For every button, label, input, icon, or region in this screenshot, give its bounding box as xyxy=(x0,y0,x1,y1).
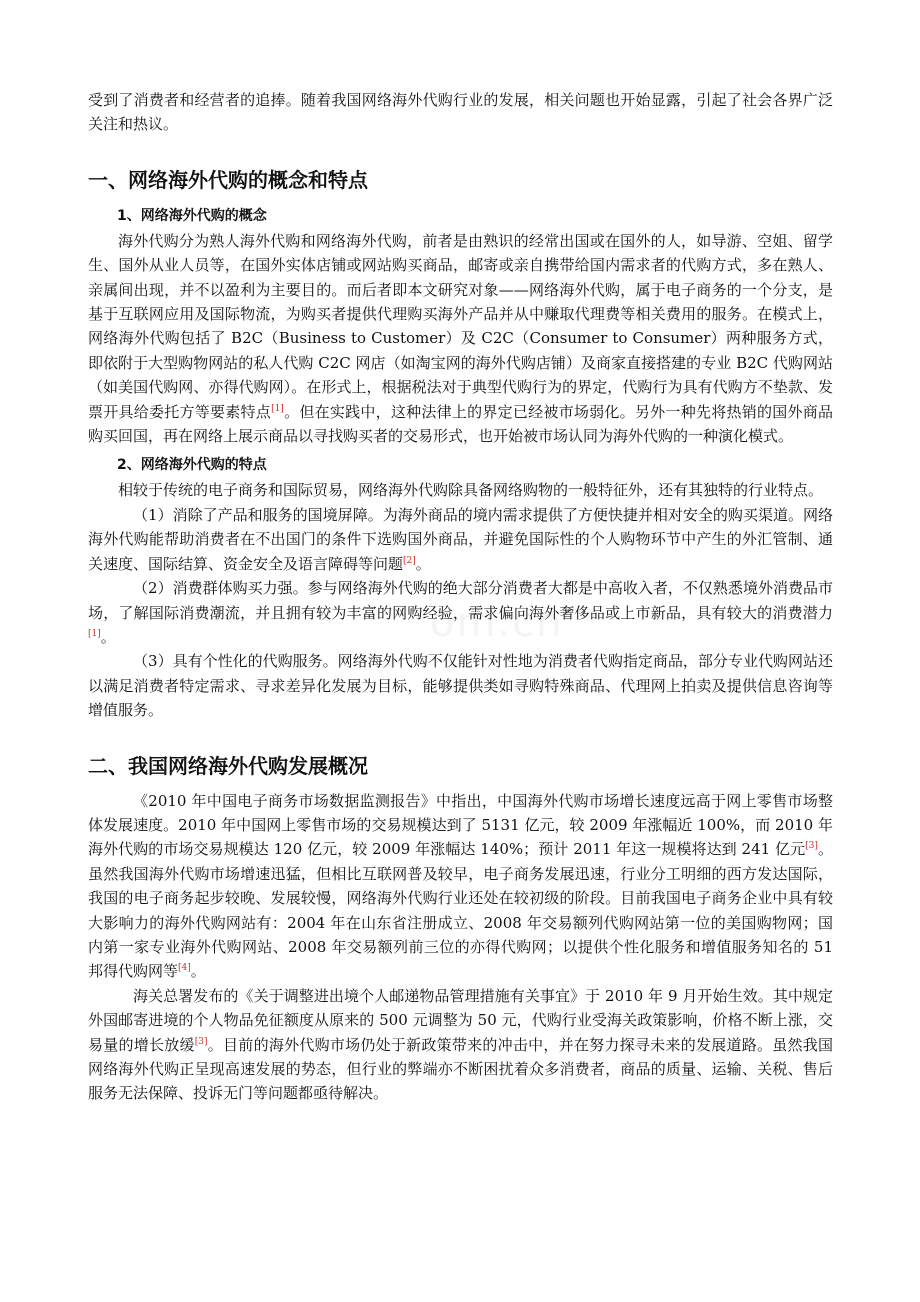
feature-2-text-a: （2）消费群体购买力强。参与网络海外代购的绝大部分消费者大都是中高收入者，不仅熟悉境外消费品市场，了解国际消费潮流，并且拥有较为丰富的网购经验，需求偏向海外奢侈品或上市新品，具有较大的消费潜力 xyxy=(88,579,833,622)
development-1-text-c: 。 xyxy=(190,962,206,981)
citation-link[interactable]: [3] xyxy=(194,1036,208,1047)
citation-link[interactable]: [3] xyxy=(805,841,818,852)
section-1-heading: 一、网络海外代购的概念和特点 xyxy=(88,167,368,192)
feature-1-text-a: （1）消除了产品和服务的国境屏障。为海外商品的境内需求提供了方便快捷并相对安全的购买渠道。网络海外代购能帮助消费者在不出国门的条件下选购国外商品，并避免国际性的个人购物环节中产生的外汇管制、通关速度、国际结算、资金安全及语言障碍等问题 xyxy=(88,505,833,573)
development-paragraph-2 xyxy=(88,984,833,1106)
citation-link[interactable]: [1] xyxy=(88,628,101,639)
development-paragraph-1 xyxy=(88,789,833,984)
feature-2-text-b: 。 xyxy=(100,627,116,646)
development-1-text-a: 《2010 年中国电子商务市场数据监测报告》中指出，中国海外代购市场增长速度远高于网上零售市场整体发展速度。2010 年中国网上零售市场的交易规模达到了 5131 亿元，较 2009 年涨幅近 100%，而 2010 年海外代购的市场交易规模达 120 亿元，较 2009 年涨幅达 140%；预计 2011 年这一规模将达到 241 亿元 xyxy=(88,791,833,859)
concept-text-a: 海外代购分为熟人海外代购和网络海外代购，前者是由熟识的经常出国或在国外的人，如导游、空姐、留学生、国外从业人员等，在国外实体店铺或网站购买商品，邮寄或亲自携带给国内需求者的代购方式，多在熟人、亲属间出现，并不以盈利为主要目的。而后者即本文研究对象——网络海外代购，属于电子商务的一个分支，是基于互联网应用及国际物流，为购买者提供代理购买海外产品并从中赚取代理费等相关费用的服务。在模式上，网络海外代购包括了 B2C（Business to Customer）及 C2C（Consumer to Consumer）两种服务方式，即依附于大型购物网站的私人代购 C2C 网店（如淘宝网的海外代购店铺）及商家直接搭建的专业 B2C 代购网站（如美国代购网、亦得代购网）。在形式上，根据税法对于典型代购行为的界定，代购行为具有代购方不垫款、发票开具给委托方等要素特点 xyxy=(88,231,833,421)
features-intro-paragraph: 相较于传统的电子商务和国际贸易，网络海外代购除具备网络购物的一般特征外，还有其独特的行业特点。 xyxy=(118,481,824,500)
feature-1-paragraph xyxy=(88,503,833,576)
concept-text-b: 。但在实践中，这种法律上的界定已经被市场弱化。另外一种先将热销的国外商品购买回国，再在网络上展示商品以寻找购买者的交易形式，也开始被市场认同为海外代购的一种演化模式。 xyxy=(88,402,833,446)
citation-link[interactable]: [1] xyxy=(271,403,284,414)
section-2-heading: 二、我国网络海外代购发展概况 xyxy=(88,753,368,778)
feature-3-paragraph: （3）具有个性化的代购服务。网络海外代购不仅能针对性地为消费者代购指定商品，部分专业代购网站还以满足消费者特定需求、寻求差异化发展为目标，能够提供类如寻购特殊商品、代理网上拍卖及提供信息咨询等增值服务。 xyxy=(88,652,833,720)
concept-paragraph xyxy=(88,229,833,449)
development-2-text-a: 海关总署发布的《关于调整进出境个人邮递物品管理措施有关事宜》于 2010 年 9 月开始生效。其中规定外国邮寄进境的个人物品免征额度从原来的 500 元调整为 50 元，代购行业受海关政策影响，价格不断上涨，交易量的增长放缓 xyxy=(88,986,833,1054)
citation-link[interactable]: [2] xyxy=(403,555,416,566)
intro-paragraph: 受到了消费者和经营者的追捧。随着我国网络海外代购行业的发展，相关问题也开始显露，引起了社会各界广泛关注和热议。 xyxy=(88,91,833,134)
citation-link[interactable]: [4] xyxy=(178,963,191,974)
development-2-text-b: 。目前的海外代购市场仍处于新政策带来的冲击中，并在努力探寻未来的发展道路。虽然我国网络海外代购正呈现高速发展的势态，但行业的弊端亦不断困扰着众多消费者，商品的质量、运输、关税、售后服务无法保障、投诉无门等问题都亟待解决。 xyxy=(88,1035,833,1103)
subsection-1-heading: 1、网络海外代购的概念 xyxy=(117,207,267,224)
feature-1-text-b: 。 xyxy=(415,554,431,573)
development-1-text-b: 。虽然我国海外代购市场增速迅猛，但相比互联网普及较早，电子商务发展迅速，行业分工明细的西方发达国际，我国的电子商务起步较晚、发展较慢，网络海外代购行业还处在较初级的阶段。目前我国电子商务企业中具有较大影响力的海外代购网站有：2004 年在山东省注册成立、2008 年交易额列代购网站第一位的美国购物网；国内第一家专业海外代购网站、2008 年交易额列前三位的亦得代购网；以提供个性化服务和增值服务知名的 51 邦得代购网等 xyxy=(88,840,833,981)
subsection-2-heading: 2、网络海外代购的特点 xyxy=(117,457,267,474)
document-page xyxy=(88,88,833,1106)
feature-2-paragraph xyxy=(88,576,833,649)
